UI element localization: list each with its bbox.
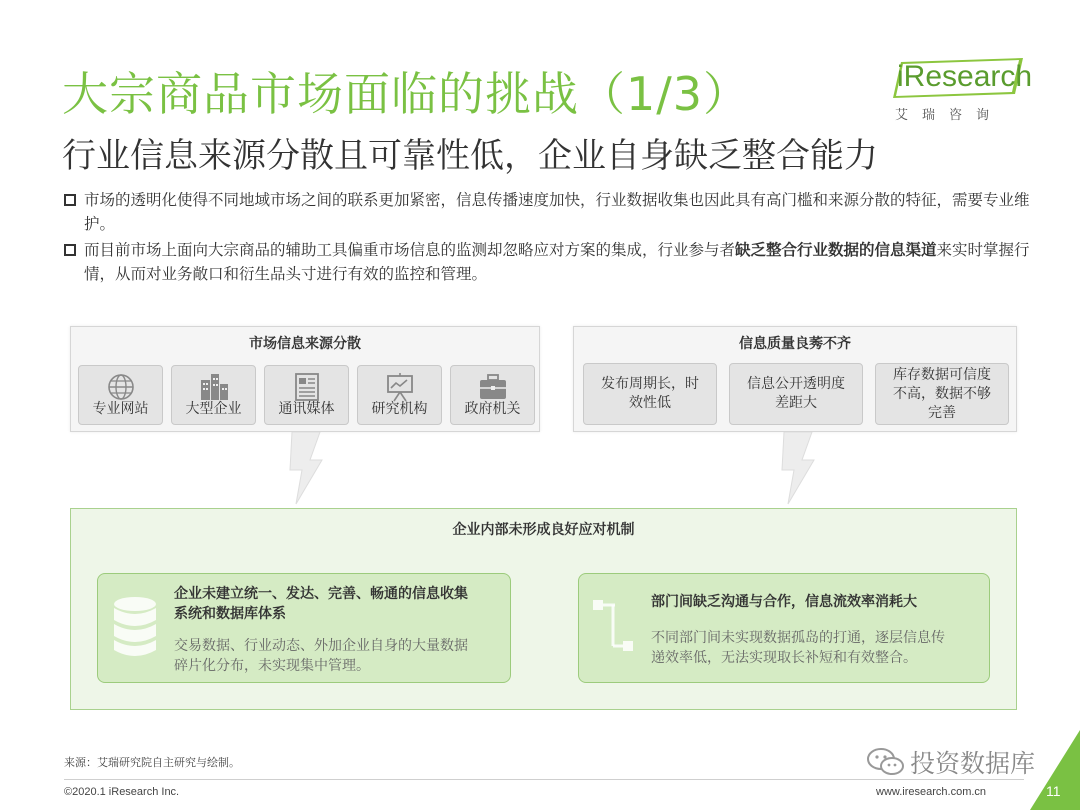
wechat-icon (866, 746, 906, 778)
data-system-card (97, 573, 511, 683)
info-sources-panel (70, 326, 540, 432)
source-card-label: 政府机关 (464, 401, 521, 417)
info-sources-title: 市场信息来源分散 (249, 336, 361, 352)
quality-card-transparency (729, 363, 863, 425)
info-quality-panel (573, 326, 1017, 432)
quality-card-line: 完善 (928, 404, 956, 421)
department-collab-heading (651, 592, 917, 612)
quality-card-line: 差距大 (775, 395, 817, 411)
watermark-text: 投资数据库 (910, 749, 1036, 778)
heading-line: 系统和数据库体系 (174, 606, 286, 622)
quality-card-line: 发布周期长，时 (601, 376, 699, 392)
internal-mechanism-title: 企业内部未形成良好应对机制 (452, 522, 635, 538)
source-card-media (264, 365, 349, 425)
source-card-label: 专业网站 (92, 401, 149, 417)
logo-brand-text: iResearch (897, 60, 1033, 93)
workflow-icon (591, 598, 635, 658)
source-card-label: 通讯媒体 (278, 401, 335, 417)
lightning-connector-icon (778, 432, 818, 510)
bullet-text: 市场的透明化使得不同地域市场之间的联系更加紧密，信息传播速度加快，行业数据收集也因此具有高门槛和来源分散的特征，需要专业维护。 (84, 191, 1030, 233)
bullet-item (64, 188, 1034, 236)
quality-card-line: 库存数据可信度 (893, 366, 991, 383)
internal-mechanism-panel (70, 508, 1017, 710)
heading-line: 部门间缺乏沟通与合作，信息流效率消耗大 (651, 594, 917, 610)
page-title: 大宗商品市场面临的挑战（1/3） (62, 67, 751, 121)
department-collab-body (651, 628, 945, 668)
source-card-label: 大型企业 (185, 401, 242, 417)
data-system-body (174, 636, 468, 676)
source-card-government (450, 365, 535, 425)
logo-cn-text: 艾瑞咨询 (895, 108, 1004, 123)
bullet-text-pre: 而目前市场上面向大宗商品的辅助工具偏重市场信息的监测却忽略应对方案的集成，行业参与者 (84, 241, 736, 259)
body-line: 不同部门间未实现数据孤岛的打通，逐层信息传 (651, 630, 945, 646)
bullet-item (64, 238, 1034, 286)
source-note: 来源：艾瑞研究院自主研究与绘制。 (64, 756, 240, 769)
bullet-text-bold: 缺乏整合行业数据的信息渠道 (735, 241, 937, 259)
quality-card-timeliness (583, 363, 717, 425)
watermark (866, 744, 1056, 780)
lightning-connector-icon (286, 432, 326, 510)
quality-card-line: 不高，数据不够 (893, 385, 991, 402)
source-card-enterprises (171, 365, 256, 425)
body-line: 递效率低，无法实现取长补短和有效整合。 (651, 650, 917, 666)
copyright-text: ©2020.1 iResearch Inc. (64, 786, 180, 798)
data-system-heading (174, 584, 468, 624)
body-line: 交易数据、行业动态、外加企业自身的大量数据 (174, 638, 468, 654)
source-card-research (357, 365, 442, 425)
heading-line: 企业未建立统一、发达、完善、畅通的信息收集 (174, 586, 468, 602)
source-card-label: 研究机构 (371, 401, 428, 417)
square-bullet-icon (64, 244, 76, 256)
info-quality-title: 信息质量良莠不齐 (739, 336, 851, 352)
quality-card-line: 信息公开透明度 (747, 376, 845, 392)
page-subtitle: 行业信息来源分散且可靠性低，企业自身缺乏整合能力 (62, 136, 878, 176)
iresearch-logo (893, 58, 1033, 128)
database-icon (112, 596, 158, 658)
square-bullet-icon (64, 194, 76, 206)
quality-card-line: 效性低 (629, 395, 671, 411)
page-number: 11 (1046, 783, 1061, 799)
bullet-text-post: 来实时掌握行情，从而对业务敞口和衍生品头寸进行有效的监控和管理。 (84, 241, 1030, 283)
department-collab-card (578, 573, 990, 683)
body-line: 碎片化分布，未实现集中管理。 (174, 658, 370, 674)
site-url: www.iresearch.com.cn (876, 786, 987, 798)
source-card-websites (78, 365, 163, 425)
bullet-list (64, 188, 1034, 288)
quality-card-inventory (875, 363, 1009, 425)
